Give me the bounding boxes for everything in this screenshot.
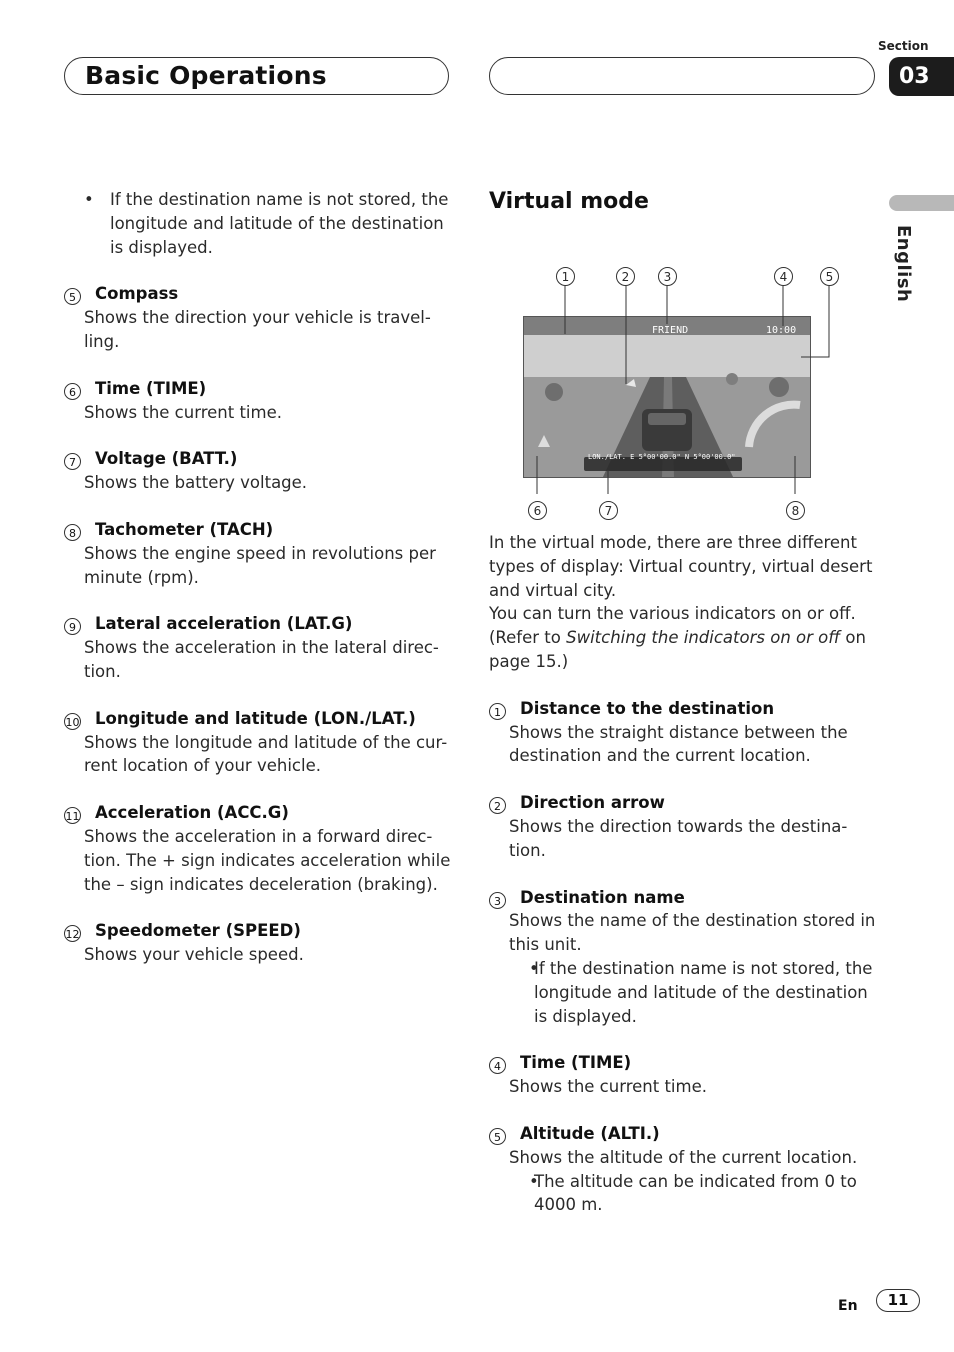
left-column [64, 188, 454, 967]
item-title: Longitude and latitude (LON./LAT.) [95, 708, 416, 728]
list-item [489, 886, 884, 1029]
item-body: Shows the acceleration in a forward direc-tion. The + sign indicates acceleration while the – sign indicates deceleration (braking). [84, 826, 451, 894]
header-empty-box [489, 57, 875, 95]
item-body: Shows the straight distance between the destination and the current location. [509, 722, 848, 766]
item-number: 9 [64, 618, 81, 635]
item-title: Altitude (ALTI.) [520, 1123, 660, 1143]
language-label: English [893, 225, 914, 303]
list-item [489, 791, 884, 862]
screen-time: 10:00 [766, 325, 797, 336]
list-item [489, 1122, 884, 1217]
item-title: Destination name [520, 887, 685, 907]
item-number: 6 [64, 383, 81, 400]
intro-text-3 [489, 626, 884, 674]
list-item [64, 801, 454, 896]
item-number: 5 [64, 288, 81, 305]
list-item [64, 447, 454, 495]
page-title: Basic Operations [85, 61, 327, 90]
item-bullet: • If the destination name is not stored, the longitude and latitude of the destination is displayed. [509, 957, 884, 1028]
intro-ref-link: Switching the indicators on or off [566, 628, 841, 648]
item-number: 3 [489, 892, 506, 909]
item-body: Shows the longitude and latitude of the cur-rent location of your vehicle. [84, 732, 448, 776]
item-body: Shows the direction towards the destina-tion. [509, 816, 848, 860]
item-title: Time (TIME) [95, 378, 207, 398]
item-body: Shows the current time. [509, 1077, 707, 1097]
list-item [64, 919, 454, 967]
item-title: Tachometer (TACH) [95, 519, 274, 539]
header-title-box [64, 57, 449, 95]
language-tab [889, 195, 954, 211]
section-label: Section [878, 39, 929, 53]
screen-destination-name: FRIEND [652, 325, 689, 336]
item-number: 4 [489, 1057, 506, 1074]
item-title: Acceleration (ACC.G) [95, 803, 289, 823]
item-title: Lateral acceleration (LAT.G) [95, 614, 353, 634]
item-title: Speedometer (SPEED) [95, 921, 301, 941]
item-title: Voltage (BATT.) [95, 449, 238, 469]
list-item [64, 707, 454, 778]
callout-1: 1 [556, 267, 575, 286]
footer-language: En [838, 1298, 858, 1314]
intro-paragraph [489, 531, 884, 674]
item-title: Time (TIME) [520, 1053, 632, 1073]
intro-text-1: In the virtual mode, there are three different types of display: Virtual country, virtual desert and virtual city. [489, 533, 873, 600]
list-item [489, 697, 884, 768]
callout-8: 8 [786, 501, 805, 520]
right-column [489, 188, 884, 1217]
list-item [64, 377, 454, 425]
item-body: Shows the acceleration in the lateral direc-tion. [84, 638, 439, 681]
item-body: Shows the direction your vehicle is travel-ling. [84, 308, 431, 351]
item-body: Shows the current time. [84, 402, 282, 422]
intro-ref-post: on page 15.) [489, 628, 866, 671]
intro-ref-pre: (Refer to [489, 628, 567, 648]
item-number: 11 [64, 807, 81, 824]
callout-6: 6 [528, 501, 547, 520]
item-title: Compass [95, 284, 179, 304]
item-body: Shows your vehicle speed. [84, 945, 304, 965]
item-bullet: • The altitude can be indicated from 0 to 4000 m. [509, 1170, 884, 1218]
list-item [64, 612, 454, 683]
item-body: Shows the engine speed in revolutions per minute (rpm). [84, 543, 436, 587]
section-number-badge: 03 [889, 57, 954, 96]
list-item [64, 282, 454, 353]
item-number: 5 [489, 1128, 506, 1145]
intro-bullet: • If the destination name is not stored, the longitude and latitude of the destination is displayed. [64, 188, 454, 259]
callout-2: 2 [616, 267, 635, 286]
callout-7: 7 [599, 501, 618, 520]
callout-3: 3 [658, 267, 677, 286]
callout-5: 5 [820, 267, 839, 286]
item-body: Shows the name of the destination stored in this unit. [509, 911, 876, 955]
list-item [489, 1051, 884, 1099]
item-title: Direction arrow [520, 793, 665, 813]
virtual-screen-image [523, 316, 811, 478]
item-number: 12 [64, 925, 81, 942]
virtual-mode-figure [489, 224, 884, 518]
item-body: Shows the battery voltage. [84, 473, 308, 493]
callout-4: 4 [774, 267, 793, 286]
item-body: Shows the altitude of the current location. [509, 1147, 858, 1167]
intro-text-2: You can turn the various indicators on or off. [489, 604, 856, 624]
section-heading: Virtual mode [489, 189, 649, 214]
screen-coordinates: LON./LAT. E 5°00'00.0" N 5°00'00.0" [588, 453, 736, 462]
page-number: 11 [876, 1289, 920, 1312]
list-item [64, 518, 454, 589]
item-number: 1 [489, 703, 506, 720]
item-number: 7 [64, 453, 81, 470]
item-number: 10 [64, 713, 81, 730]
item-number: 2 [489, 797, 506, 814]
item-title: Distance to the destination [520, 698, 775, 718]
item-number: 8 [64, 524, 81, 541]
